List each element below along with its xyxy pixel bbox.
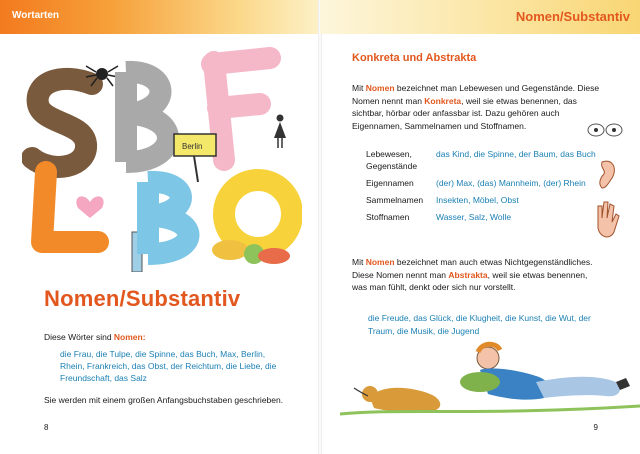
page-number-left: 8: [44, 423, 49, 432]
para2-text-1: Mit: [352, 257, 366, 267]
eyes-icon: [588, 124, 622, 136]
letter-o: [224, 180, 292, 248]
sense-icons: [586, 118, 626, 248]
definition-term: Stoffnamen: [366, 212, 410, 222]
intro-keyword: Nomen:: [113, 332, 146, 342]
definition-term: Lebewesen, Gegenstände: [366, 149, 418, 171]
boy-icon: [460, 344, 630, 399]
definition-row: [366, 211, 606, 223]
abstract-examples: die Freude, das Glück, die Klugheit, die Kunst, die Wut, der Traum, die Musik, die Jugend: [368, 313, 591, 336]
para1-text-3: , weil sie etwas benennen, das sichtbar, hörbar oder anfassbar ist. Dazu gehören auch Eigennamen, Sammelnamen und Stoffnamen.: [352, 95, 577, 131]
woman-icon: [274, 115, 286, 149]
section-title: Konkreta und Abstrakta: [352, 52, 477, 64]
definition-table: [366, 148, 606, 228]
hand-icon: [598, 202, 619, 237]
para2-keyword-nomen: Nomen: [365, 257, 395, 267]
outro-text: Sie werden mit einem großen Anfangsbuchstaben geschrieben.: [44, 395, 284, 405]
header-bar-right: [320, 0, 640, 34]
definition-examples: (der) Max, (das) Mannheim, (der) Rhein: [436, 178, 586, 188]
noun-examples: die Frau, die Tulpe, die Spinne, das Buch, Max, Berlin, Rhein, Frankreich, das Obst, der Reichtum, die Liebe, die Freundschaft, das Salz: [60, 349, 277, 383]
dreaming-boy-illustration: [340, 336, 640, 426]
para1-keyword-konkreta: Konkreta: [424, 95, 462, 106]
definition-term: Eigennamen: [366, 178, 414, 188]
definition-examples: Insekten, Möbel, Obst: [436, 195, 519, 205]
heart-icon: [76, 196, 103, 218]
definition-examples: Wasser, Salz, Wolle: [436, 212, 512, 222]
sign-text: Berlin: [182, 142, 203, 151]
dog-icon: [354, 386, 440, 412]
definition-term: Sammelnamen: [366, 195, 424, 205]
letters-illustration: [22, 42, 302, 272]
letter-s: [32, 79, 92, 167]
header-bar-left: [0, 0, 320, 34]
letter-f: [212, 58, 270, 160]
letter-b-grey: [126, 72, 168, 162]
para2-keyword-abstrakta: Abstrakta: [448, 269, 488, 280]
intro-text: [44, 332, 146, 342]
berlin-sign: [174, 134, 216, 182]
letter-b-blue: [148, 182, 189, 254]
definition-row: [366, 148, 606, 172]
definition-row: [366, 194, 606, 206]
ear-icon: [600, 161, 615, 188]
para1-keyword-nomen: Nomen: [365, 83, 395, 93]
section-label: Wortarten: [12, 10, 60, 21]
page-title: Nomen/Substantiv: [44, 286, 241, 311]
konkreta-paragraph: [352, 82, 600, 132]
chapter-label: Nomen/Substantiv: [515, 9, 630, 24]
definition-row: [366, 177, 606, 189]
abstrakta-paragraph: [352, 256, 600, 294]
para1-text-1: Mit: [352, 83, 366, 93]
page-number-right: 9: [593, 423, 598, 432]
definition-examples: das Kind, die Spinne, der Baum, das Buch: [436, 149, 596, 159]
right-page: [320, 0, 640, 454]
para1-text-2: bezeichnet man Lebewesen und Gegenstände. Diese Nomen nennt man: [352, 83, 600, 106]
para2-text-3: , weil sie etwas benennen, was man fühlt, denkt oder sich nur vorstellt.: [352, 269, 588, 292]
intro-prefix: Diese Wörter sind: [44, 332, 114, 342]
para2-text-2: bezeichnet man auch etwas Nichtgegenständliches. Diese Nomen nennt man: [352, 257, 593, 280]
